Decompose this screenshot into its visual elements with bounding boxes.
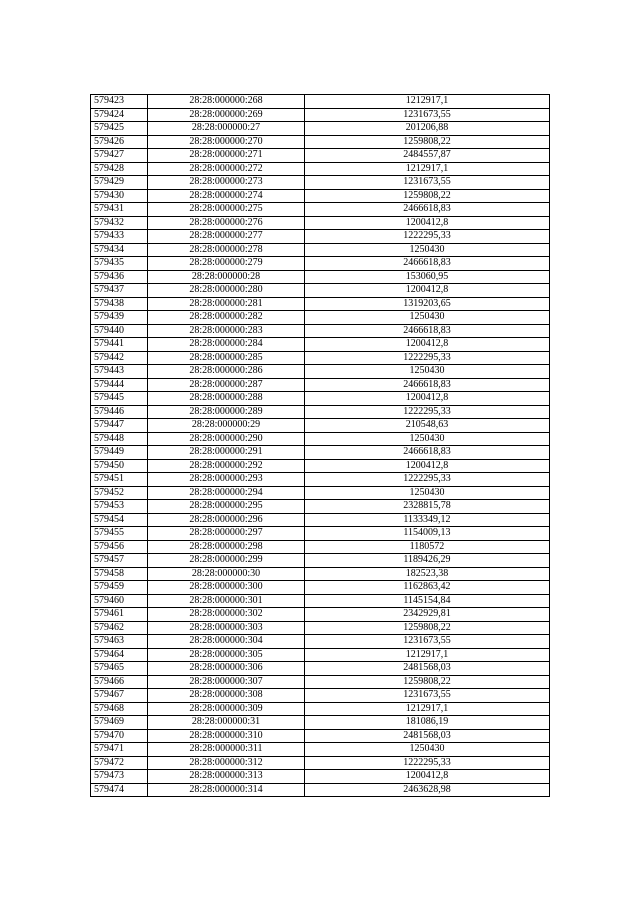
value-cell: 1319203,65 — [305, 297, 550, 311]
row-number-cell: 579474 — [91, 783, 148, 797]
row-number-cell: 579439 — [91, 311, 148, 325]
value-cell: 1250430 — [305, 432, 550, 446]
row-number-cell: 579467 — [91, 689, 148, 703]
table-row — [91, 770, 550, 784]
value-cell: 1162863,42 — [305, 581, 550, 595]
table-row — [91, 486, 550, 500]
table-row — [91, 432, 550, 446]
row-number-cell: 579443 — [91, 365, 148, 379]
table-row — [91, 783, 550, 797]
cadastral-number-cell: 28:28:000000:310 — [148, 729, 305, 743]
cadastral-number-cell: 28:28:000000:290 — [148, 432, 305, 446]
value-cell: 2328815,78 — [305, 500, 550, 514]
row-number-cell: 579464 — [91, 648, 148, 662]
cadastral-number-cell: 28:28:000000:307 — [148, 675, 305, 689]
value-cell: 2484557,87 — [305, 149, 550, 163]
cadastral-number-cell: 28:28:000000:291 — [148, 446, 305, 460]
value-cell: 181086,19 — [305, 716, 550, 730]
cadastral-number-cell: 28:28:000000:277 — [148, 230, 305, 244]
row-number-cell: 579456 — [91, 540, 148, 554]
table-row — [91, 500, 550, 514]
table-row — [91, 216, 550, 230]
value-cell: 1259808,22 — [305, 189, 550, 203]
table-body — [91, 95, 550, 797]
row-number-cell: 579449 — [91, 446, 148, 460]
table-row — [91, 162, 550, 176]
table-row — [91, 675, 550, 689]
table-row — [91, 122, 550, 136]
cadastral-number-cell: 28:28:000000:286 — [148, 365, 305, 379]
value-cell: 1200412,8 — [305, 770, 550, 784]
row-number-cell: 579435 — [91, 257, 148, 271]
row-number-cell: 579472 — [91, 756, 148, 770]
row-number-cell: 579448 — [91, 432, 148, 446]
cadastral-number-cell: 28:28:000000:309 — [148, 702, 305, 716]
table-row — [91, 176, 550, 190]
value-cell: 182523,38 — [305, 567, 550, 581]
cadastral-number-cell: 28:28:000000:270 — [148, 135, 305, 149]
row-number-cell: 579459 — [91, 581, 148, 595]
cadastral-number-cell: 28:28:000000:305 — [148, 648, 305, 662]
row-number-cell: 579457 — [91, 554, 148, 568]
value-cell: 1200412,8 — [305, 338, 550, 352]
cadastral-number-cell: 28:28:000000:295 — [148, 500, 305, 514]
value-cell: 1231673,55 — [305, 635, 550, 649]
table-row — [91, 419, 550, 433]
value-cell: 1222295,33 — [305, 405, 550, 419]
table-row — [91, 554, 550, 568]
table-row — [91, 297, 550, 311]
value-cell: 201206,88 — [305, 122, 550, 136]
value-cell: 1200412,8 — [305, 284, 550, 298]
table-row — [91, 324, 550, 338]
value-cell: 2463628,98 — [305, 783, 550, 797]
cadastral-value-table — [90, 94, 550, 797]
row-number-cell: 579463 — [91, 635, 148, 649]
value-cell: 1212917,1 — [305, 702, 550, 716]
value-cell: 2481568,03 — [305, 662, 550, 676]
cadastral-number-cell: 28:28:000000:271 — [148, 149, 305, 163]
row-number-cell: 579436 — [91, 270, 148, 284]
table-row — [91, 581, 550, 595]
row-number-cell: 579434 — [91, 243, 148, 257]
cadastral-number-cell: 28:28:000000:312 — [148, 756, 305, 770]
row-number-cell: 579462 — [91, 621, 148, 635]
row-number-cell: 579433 — [91, 230, 148, 244]
table-row — [91, 459, 550, 473]
value-cell: 2466618,83 — [305, 378, 550, 392]
value-cell: 1250430 — [305, 365, 550, 379]
value-cell: 1200412,8 — [305, 392, 550, 406]
value-cell: 1200412,8 — [305, 216, 550, 230]
value-cell: 2466618,83 — [305, 446, 550, 460]
table-row — [91, 473, 550, 487]
value-cell: 1200412,8 — [305, 459, 550, 473]
cadastral-number-cell: 28:28:000000:27 — [148, 122, 305, 136]
table-row — [91, 621, 550, 635]
cadastral-number-cell: 28:28:000000:278 — [148, 243, 305, 257]
value-cell: 1259808,22 — [305, 621, 550, 635]
row-number-cell: 579454 — [91, 513, 148, 527]
row-number-cell: 579427 — [91, 149, 148, 163]
cadastral-number-cell: 28:28:000000:300 — [148, 581, 305, 595]
value-cell: 1259808,22 — [305, 135, 550, 149]
value-cell: 1212917,1 — [305, 162, 550, 176]
cadastral-number-cell: 28:28:000000:294 — [148, 486, 305, 500]
cadastral-number-cell: 28:28:000000:303 — [148, 621, 305, 635]
value-cell: 1250430 — [305, 243, 550, 257]
row-number-cell: 579423 — [91, 95, 148, 109]
cadastral-number-cell: 28:28:000000:30 — [148, 567, 305, 581]
value-cell: 1222295,33 — [305, 230, 550, 244]
cadastral-number-cell: 28:28:000000:293 — [148, 473, 305, 487]
value-cell: 1250430 — [305, 486, 550, 500]
cadastral-number-cell: 28:28:000000:301 — [148, 594, 305, 608]
row-number-cell: 579453 — [91, 500, 148, 514]
table-row — [91, 527, 550, 541]
value-cell: 1231673,55 — [305, 176, 550, 190]
cadastral-number-cell: 28:28:000000:285 — [148, 351, 305, 365]
cadastral-number-cell: 28:28:000000:276 — [148, 216, 305, 230]
table-row — [91, 284, 550, 298]
table-row — [91, 257, 550, 271]
cadastral-number-cell: 28:28:000000:311 — [148, 743, 305, 757]
row-number-cell: 579425 — [91, 122, 148, 136]
value-cell: 1259808,22 — [305, 675, 550, 689]
cadastral-number-cell: 28:28:000000:306 — [148, 662, 305, 676]
row-number-cell: 579437 — [91, 284, 148, 298]
row-number-cell: 579461 — [91, 608, 148, 622]
value-cell: 1212917,1 — [305, 95, 550, 109]
row-number-cell: 579442 — [91, 351, 148, 365]
table-row — [91, 270, 550, 284]
row-number-cell: 579469 — [91, 716, 148, 730]
row-number-cell: 579444 — [91, 378, 148, 392]
table-row — [91, 729, 550, 743]
table-row — [91, 365, 550, 379]
value-cell: 210548,63 — [305, 419, 550, 433]
table-row — [91, 567, 550, 581]
table-row — [91, 405, 550, 419]
cadastral-number-cell: 28:28:000000:297 — [148, 527, 305, 541]
row-number-cell: 579471 — [91, 743, 148, 757]
cadastral-number-cell: 28:28:000000:274 — [148, 189, 305, 203]
cadastral-number-cell: 28:28:000000:314 — [148, 783, 305, 797]
table-row — [91, 689, 550, 703]
cadastral-number-cell: 28:28:000000:289 — [148, 405, 305, 419]
value-cell: 1222295,33 — [305, 756, 550, 770]
table-row — [91, 351, 550, 365]
row-number-cell: 579428 — [91, 162, 148, 176]
row-number-cell: 579432 — [91, 216, 148, 230]
value-cell: 1145154,84 — [305, 594, 550, 608]
table-row — [91, 446, 550, 460]
cadastral-number-cell: 28:28:000000:298 — [148, 540, 305, 554]
row-number-cell: 579431 — [91, 203, 148, 217]
cadastral-number-cell: 28:28:000000:284 — [148, 338, 305, 352]
cadastral-number-cell: 28:28:000000:275 — [148, 203, 305, 217]
table-row — [91, 662, 550, 676]
cadastral-number-cell: 28:28:000000:268 — [148, 95, 305, 109]
row-number-cell: 579452 — [91, 486, 148, 500]
table-row — [91, 135, 550, 149]
row-number-cell: 579429 — [91, 176, 148, 190]
row-number-cell: 579465 — [91, 662, 148, 676]
table-row — [91, 648, 550, 662]
cadastral-number-cell: 28:28:000000:31 — [148, 716, 305, 730]
table-row — [91, 392, 550, 406]
table-row — [91, 594, 550, 608]
cadastral-number-cell: 28:28:000000:279 — [148, 257, 305, 271]
value-cell: 2481568,03 — [305, 729, 550, 743]
table-row — [91, 311, 550, 325]
value-cell: 2466618,83 — [305, 324, 550, 338]
row-number-cell: 579438 — [91, 297, 148, 311]
row-number-cell: 579445 — [91, 392, 148, 406]
cadastral-number-cell: 28:28:000000:313 — [148, 770, 305, 784]
table-row — [91, 108, 550, 122]
table-row — [91, 203, 550, 217]
cadastral-number-cell: 28:28:000000:272 — [148, 162, 305, 176]
table-row — [91, 95, 550, 109]
row-number-cell: 579458 — [91, 567, 148, 581]
row-number-cell: 579446 — [91, 405, 148, 419]
cadastral-number-cell: 28:28:000000:28 — [148, 270, 305, 284]
cadastral-number-cell: 28:28:000000:299 — [148, 554, 305, 568]
cadastral-number-cell: 28:28:000000:304 — [148, 635, 305, 649]
row-number-cell: 579424 — [91, 108, 148, 122]
table-row — [91, 230, 550, 244]
cadastral-number-cell: 28:28:000000:288 — [148, 392, 305, 406]
row-number-cell: 579455 — [91, 527, 148, 541]
cadastral-number-cell: 28:28:000000:287 — [148, 378, 305, 392]
cadastral-number-cell: 28:28:000000:282 — [148, 311, 305, 325]
value-cell: 1222295,33 — [305, 473, 550, 487]
value-cell: 1231673,55 — [305, 108, 550, 122]
cadastral-number-cell: 28:28:000000:283 — [148, 324, 305, 338]
cadastral-number-cell: 28:28:000000:281 — [148, 297, 305, 311]
row-number-cell: 579440 — [91, 324, 148, 338]
table-row — [91, 743, 550, 757]
value-cell: 1180572 — [305, 540, 550, 554]
row-number-cell: 579473 — [91, 770, 148, 784]
value-cell: 1154009,13 — [305, 527, 550, 541]
row-number-cell: 579450 — [91, 459, 148, 473]
table-row — [91, 756, 550, 770]
table-row — [91, 716, 550, 730]
row-number-cell: 579430 — [91, 189, 148, 203]
value-cell: 2342929,81 — [305, 608, 550, 622]
cadastral-number-cell: 28:28:000000:280 — [148, 284, 305, 298]
table-row — [91, 149, 550, 163]
row-number-cell: 579466 — [91, 675, 148, 689]
value-cell: 1250430 — [305, 743, 550, 757]
value-cell: 1133349,12 — [305, 513, 550, 527]
row-number-cell: 579426 — [91, 135, 148, 149]
table-row — [91, 702, 550, 716]
value-cell: 153060,95 — [305, 270, 550, 284]
value-cell: 1222295,33 — [305, 351, 550, 365]
row-number-cell: 579460 — [91, 594, 148, 608]
row-number-cell: 579470 — [91, 729, 148, 743]
value-cell: 1189426,29 — [305, 554, 550, 568]
cadastral-number-cell: 28:28:000000:273 — [148, 176, 305, 190]
table-row — [91, 513, 550, 527]
table-row — [91, 608, 550, 622]
value-cell: 2466618,83 — [305, 257, 550, 271]
row-number-cell: 579447 — [91, 419, 148, 433]
value-cell: 1212917,1 — [305, 648, 550, 662]
value-cell: 1250430 — [305, 311, 550, 325]
table-row — [91, 338, 550, 352]
cadastral-number-cell: 28:28:000000:308 — [148, 689, 305, 703]
table-row — [91, 540, 550, 554]
cadastral-number-cell: 28:28:000000:269 — [148, 108, 305, 122]
row-number-cell: 579468 — [91, 702, 148, 716]
cadastral-number-cell: 28:28:000000:29 — [148, 419, 305, 433]
value-cell: 2466618,83 — [305, 203, 550, 217]
table-row — [91, 189, 550, 203]
table-row — [91, 635, 550, 649]
row-number-cell: 579451 — [91, 473, 148, 487]
table-row — [91, 378, 550, 392]
cadastral-number-cell: 28:28:000000:296 — [148, 513, 305, 527]
row-number-cell: 579441 — [91, 338, 148, 352]
table-row — [91, 243, 550, 257]
cadastral-number-cell: 28:28:000000:292 — [148, 459, 305, 473]
value-cell: 1231673,55 — [305, 689, 550, 703]
cadastral-number-cell: 28:28:000000:302 — [148, 608, 305, 622]
